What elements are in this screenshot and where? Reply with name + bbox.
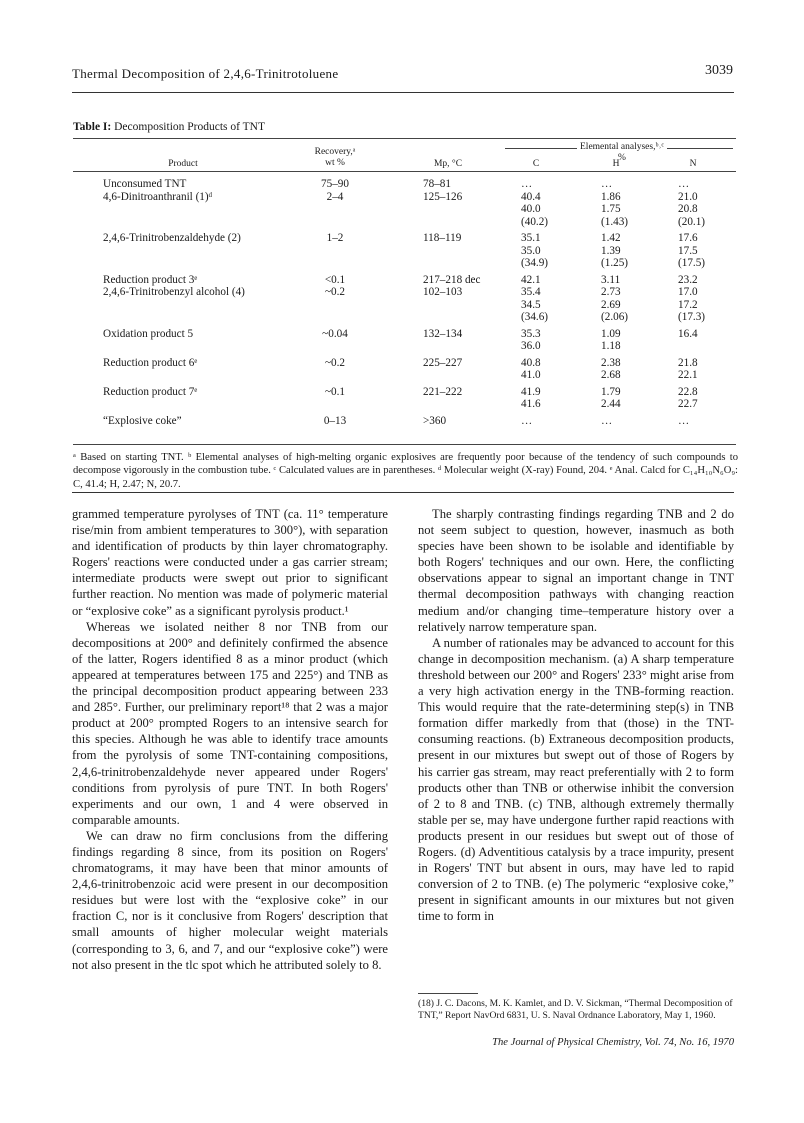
table-cell-n: (20.1) — [678, 215, 706, 228]
table-cell-c: 41.9 — [521, 385, 541, 398]
table-cell-c: 40.0 — [521, 203, 541, 215]
table-cell-mp: 225–227 — [423, 356, 463, 369]
table-cell-mp: 102–103 — [423, 286, 463, 298]
table-top-rule — [73, 138, 736, 139]
table-cell-c: 35.1 — [521, 232, 541, 244]
table-title: Decomposition Products of TNT — [114, 121, 265, 133]
table-cell-h: 2.44 — [601, 398, 621, 410]
table-cell-h: 2.73 — [601, 286, 621, 298]
table-cell-product: Oxidation product 5 — [103, 327, 194, 340]
table-cell-h: (2.06) — [601, 311, 629, 323]
table-cell-mp: 118–119 — [423, 232, 462, 244]
footnote-18: (18) J. C. Dacons, M. K. Kamlet, and D. V. Sickman, “Thermal Decomposition of TNT,” Report NavOrd 6831, U. S. Naval Ordnance Laboratory, May 1, 1960. — [418, 998, 733, 1021]
table-cell-recovery: ~0.1 — [324, 385, 346, 398]
header-rule — [72, 92, 734, 93]
table-cell-c: (34.9) — [521, 257, 549, 269]
table-cell-c: 34.5 — [521, 298, 541, 311]
table-cell-n: (17.3) — [678, 311, 706, 323]
table-cell-recovery: 1–2 — [326, 232, 344, 244]
right-paragraph-1: The sharply contrasting findings regarding TNB and 2 do not seem subject to question, however, inasmuch as both species have been shown to be isolable and identifiable by both Rogers' techniques and our own. Here, the conflicting observations appear to signal an important change in TNT thermal decomposition pathways with changing reaction medium and/or changing time–temperature history over a relatively narrow temperature span. — [418, 507, 734, 634]
table-cell-n: 22.1 — [678, 369, 698, 381]
right-column — [418, 506, 734, 924]
table-cell-c: (40.2) — [521, 215, 549, 228]
table-cell-recovery: 0–13 — [323, 414, 347, 427]
table-cell-h: 2.38 — [601, 356, 621, 369]
left-paragraph-3: We can draw no firm conclusions from the differing findings regarding 8 since, from its position on Rogers' chromatograms, it may have been that minor amounts of 2,4,6-trinitrobenzoic acid were present in our decomposition residues but were lost with the “explosive coke” in our fraction C, nor is it conclusive from Rogers' description that small amounts of higher molecular weight materials (corresponding to 3, 6, and 7, and our “explosive coke”) were not also present in the tlc spot which he attributed solely to 8. — [72, 828, 388, 972]
table-cell-recovery: ~0.2 — [324, 286, 346, 298]
table-cell-mp: 125–126 — [423, 190, 463, 203]
header-product: Product — [168, 159, 198, 169]
table-label: Table I: — [73, 121, 112, 133]
table-cell-n: … — [678, 414, 690, 427]
table-cell-n: 17.0 — [678, 286, 698, 298]
table-cell-product: 2,4,6-Trinitrobenzyl alcohol (4) — [103, 286, 245, 298]
table-cell-h: (1.43) — [601, 215, 629, 228]
table-cell-n: 17.2 — [678, 298, 698, 311]
table-cell-c: 36.0 — [521, 340, 541, 352]
table-cell-c: 35.4 — [521, 286, 541, 298]
table-cell-product: Reduction product 6ᵉ — [103, 356, 198, 369]
table-cell-h: 1.42 — [601, 232, 621, 244]
table-cell-product: “Explosive coke” — [103, 414, 182, 427]
table-cell-n: 22.8 — [678, 385, 698, 398]
elemental-bracket-right — [667, 148, 733, 149]
table-cell-h: … — [601, 178, 613, 190]
table-cell-h: 1.39 — [601, 244, 621, 257]
elemental-bracket-left — [505, 148, 577, 149]
table-cell-c: 41.0 — [521, 369, 541, 381]
header-elemental: Elemental analyses,ᵇ˒ᶜ % — [577, 142, 667, 164]
table-cell-n: 17.5 — [678, 244, 698, 257]
table-cell-n: 20.8 — [678, 203, 698, 215]
footnote-rule — [418, 993, 478, 994]
table-cell-c: 41.6 — [521, 398, 541, 410]
table-cell-h: 1.18 — [601, 340, 621, 352]
table-cell-product: Unconsumed TNT — [103, 178, 187, 190]
running-head: Thermal Decomposition of 2,4,6-Trinitrotoluene — [72, 66, 339, 81]
header-mp: Mp, °C — [433, 159, 463, 169]
table-bottom-rule — [73, 444, 736, 445]
table-cell-n: … — [678, 178, 690, 190]
table-cell-n: 22.7 — [678, 398, 698, 410]
header-recovery: Recovery,ᵃ — [314, 147, 356, 157]
table-cell-h: 1.86 — [601, 190, 621, 203]
table-cell-h: 1.79 — [601, 385, 621, 398]
table-cell-mp: 132–134 — [423, 327, 463, 340]
page-number: 3039 — [705, 63, 733, 78]
table-cell-mp: >360 — [423, 414, 447, 427]
table-cell-h: 2.69 — [601, 298, 621, 311]
table-cell-c: 40.8 — [521, 356, 541, 369]
table-cell-h: 2.68 — [601, 369, 621, 381]
left-paragraph-1: grammed temperature pyrolyses of TNT (ca. 11° temperature rise/min from ambient temperatures to 300°), with separation and identification of products by thin layer chromatography. Rogers' reactions were conducted under a gas carrier stream; intermediate products were swept out prior to significant further reaction. No mention was made of polymeric material or “explosive coke” as a significant pyrolysis product.¹ — [72, 507, 388, 618]
table-notes: ᵃ Based on starting TNT. ᵇ Elemental analyses of high-melting organic explosives are frequently poor because of the tendency of such compounds to decompose vigorously in the combustion tube. ᶜ Calculated values are in parentheses. ᵈ Molecular weight (X-ray) Found, 204. ᵉ Anal. Calcd for C₁₄H₁₀N₆O₉: C, 41.4; H, 2.47; N, 20.7. — [73, 452, 738, 490]
table-cell-h: … — [601, 414, 613, 427]
table-cell-recovery: ~0.04 — [322, 327, 348, 340]
table-cell-product: Reduction product 3ᵉ — [103, 273, 198, 286]
header-n: N — [689, 159, 697, 169]
table-cell-c: … — [521, 178, 533, 190]
table-cell-mp: 217–218 dec — [423, 273, 481, 286]
table-cell-n: 21.0 — [678, 190, 698, 203]
table-cell-c: (34.6) — [521, 311, 549, 323]
table-cell-h: 1.09 — [601, 327, 621, 340]
header-recovery-unit: wt % — [325, 158, 345, 168]
table-cell-n: 16.4 — [678, 327, 698, 340]
table-cell-c: 35.3 — [521, 327, 541, 340]
table-caption — [73, 121, 265, 133]
table-cell-recovery: 75–90 — [321, 178, 349, 190]
table-cell-c: 35.0 — [521, 244, 541, 257]
table-cell-mp: 221–222 — [423, 385, 463, 398]
table-cell-n: (17.5) — [678, 257, 706, 269]
table-cell-n: 23.2 — [678, 273, 698, 286]
table-cell-recovery: 2–4 — [326, 190, 344, 203]
table-header-rule — [73, 171, 736, 172]
table-cell-c: 42.1 — [521, 273, 541, 286]
table-cell-h: 3.11 — [601, 273, 621, 286]
notes-rule — [72, 492, 734, 493]
table-cell-n: 17.6 — [678, 232, 698, 244]
table-cell-c: … — [521, 414, 533, 427]
journal-footer: The Journal of Physical Chemistry, Vol. 74, No. 16, 1970 — [492, 1037, 734, 1048]
table-cell-h: (1.25) — [601, 257, 629, 269]
left-column — [72, 506, 388, 973]
table-cell-h: 1.75 — [601, 203, 621, 215]
table-cell-n: 21.8 — [678, 356, 698, 369]
header-c: C — [532, 159, 540, 169]
table-cell-product: 4,6-Dinitroanthranil (1)ᵈ — [103, 190, 213, 203]
left-paragraph-2: Whereas we isolated neither 8 nor TNB from our decompositions at 200° and definitely confirmed the absence of the latter, Rogers identified 8 as a minor product (which appeared at temperatures between 175 and 225°) and TNB as the principal decomposition product appearing between 233 and 285°. Further, our preliminary report¹⁸ that 2 was a major product at 200° prompted Rogers to an intensive search for this species. Although he was able to identify trace amounts from the pyrolysis of some TNT-containing compositions, 2,4,6-trinitrobenzaldehyde never appeared under Rogers' conditions from pyrolysis of pure TNT. In both Rogers' experiments and our own, 1 and 4 were observed in comparable amounts. — [72, 619, 388, 827]
table-cell-recovery: ~0.2 — [324, 356, 346, 369]
table-cell-product: 2,4,6-Trinitrobenzaldehyde (2) — [103, 232, 241, 244]
header-h: H — [612, 159, 620, 169]
table-cell-mp: 78–81 — [423, 178, 451, 190]
table-cell-c: 40.4 — [521, 190, 541, 203]
right-paragraph-2: A number of rationales may be advanced to account for this change in decomposition mechanism. (a) A sharp temperature threshold between our 200° and Rogers' 233° might arise from a very high activation energy in the TNB-forming reaction. This would require that the rate-determining step(s) in TNB formation differ markedly from that (those) in the TNT-consuming reactions. (b) Extraneous decomposition products, present in our mixtures but swept out of those of Rogers by his carrier gas stream, may react preferentially with 2 to form products other than TNB or otherwise inhibit the conversion of 2 to 8 and TNB. (c) TNB, although extremely thermally stable per se, may have undergone further rapid reactions with products present in our residues but swept out of those of Rogers. (d) Adventitious catalysis by a trace impurity, present in Rogers' TNT but absent in ours, may have led to rapid conversion of 2 to TNB. (e) The polymeric “explosive coke,” present in significant amounts in our mixtures but not given time to form in — [418, 635, 734, 924]
table-cell-product: Reduction product 7ᵉ — [103, 385, 198, 398]
table-cell-recovery: <0.1 — [324, 273, 346, 286]
